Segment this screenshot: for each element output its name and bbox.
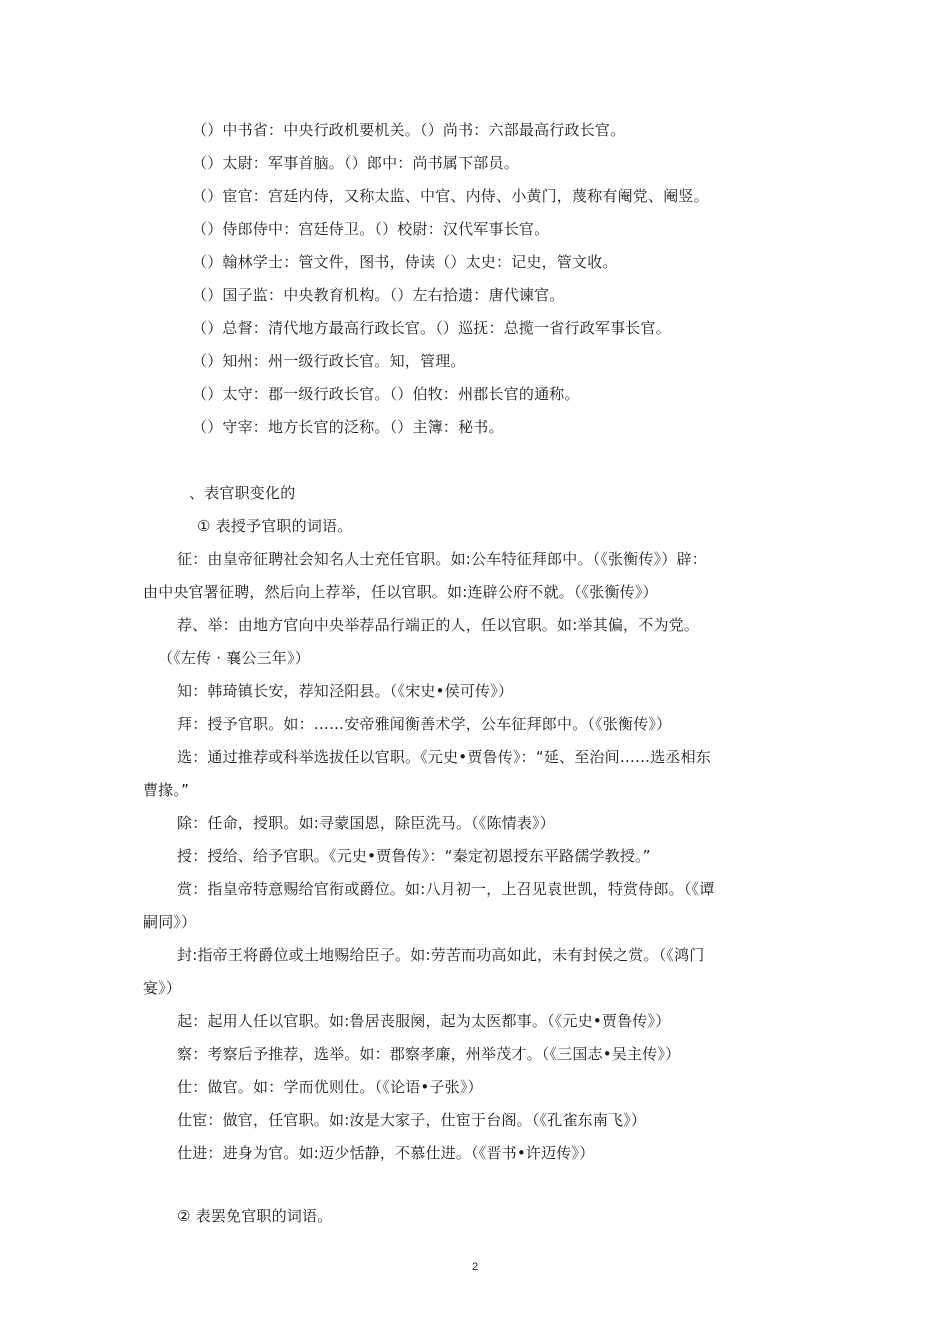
paragraph-line: 仕进：进身为官。如:迈少恬静，不慕仕进。（《晋书•许迈传》） xyxy=(177,1144,595,1162)
text-line-official-taiwei: （）太尉：军事首脑。（）郎中：尚书属下部员。 xyxy=(192,154,519,172)
paragraph-line: 宴》） xyxy=(143,979,182,997)
paragraph-line: 授：授给、给予官职。《元史•贾鲁传》：“秦定初恩授东平路儒学教授。” xyxy=(177,847,651,865)
text-line-official-shilang: （）侍郎侍中：宫廷侍卫。（）校尉：汉代军事长官。 xyxy=(192,220,550,238)
subsection-heading-dismissal: ② 表罢免官职的词语。 xyxy=(177,1207,333,1225)
paragraph-line: 征：由皇帝征聘社会知名人士充任官职。如:公车特征拜郎中。（《张衡传》）辟： xyxy=(177,550,707,568)
paragraph-line: 封:指帝王将爵位或土地赐给臣子。如:劳苦而功高如此，未有封侯之赏。（《鸿门 xyxy=(177,946,705,964)
paragraph-line: 拜：授予官职。如：……安帝雅闻衡善术学，公车征拜郎中。（《张衡传》） xyxy=(177,715,672,733)
text-line-official-zongdu: （）总督：清代地方最高行政长官。（）巡抚：总揽一省行政军事长官。 xyxy=(192,319,671,337)
paragraph-line: 知：韩琦镇长安，荐知泾阳县。（《宋史•侯可传》） xyxy=(177,682,514,700)
text-line-official-shouzai: （）守宰：地方长官的泛称。（）主簿：秘书。 xyxy=(192,418,504,436)
paragraph-line: （《左传 · 襄公三年》） xyxy=(158,649,310,667)
paragraph-line: 察：考察后予推荐，选举。如：郡察孝廉，州举茂才。（《三国志•吴主传》） xyxy=(177,1045,681,1063)
paragraph-line: 选：通过推荐或科举选拔任以官职。《元史•贾鲁传》：“延、至治间……选丞相东 xyxy=(177,748,712,766)
paragraph-line: 曹掾。” xyxy=(143,781,190,799)
paragraph-line: 仕：做官。如：学而优则仕。（《论语•子张》） xyxy=(177,1078,483,1096)
text-line-official-huanguan: （）宦官：宫廷内侍，又称太监、中官、内侍、小黄门，蔑称有阉党、阉竖。 xyxy=(192,187,709,205)
paragraph-line: 嗣同》） xyxy=(143,913,197,931)
text-line-official-zhongshusheng: （）中书省：中央行政机要机关。（）尚书：六部最高行政长官。 xyxy=(192,121,626,139)
paragraph-line: 荐、举：由地方官向中央举荐品行端正的人，任以官职。如:举其偏，不为党。 xyxy=(177,616,700,634)
text-line-official-hanlin: （）翰林学士：管文件，图书，侍读（）太史：记史，管文收。 xyxy=(192,253,618,271)
section-heading: 、表官职变化的 xyxy=(189,484,296,502)
paragraph-line: 仕宦：做官，任官职。如:汝是大家子，仕宦于台阁。（《孔雀东南飞》） xyxy=(177,1111,647,1129)
text-line-official-guozijian: （）国子监：中央教育机构。（）左右拾遗：唐代谏官。 xyxy=(192,286,565,304)
subsection-heading-appointment: ① 表授予官职的词语。 xyxy=(197,517,353,535)
text-line-official-taishou: （）太守：郡一级行政长官。（）伯牧：州郡长官的通称。 xyxy=(192,385,580,403)
paragraph-line: 由中央官署征聘，然后向上荐举，任以官职。如:连辟公府不就。（《张衡传》） xyxy=(143,583,658,601)
page-number: 2 xyxy=(471,1261,479,1273)
paragraph-line: 赏：指皇帝特意赐给官衔或爵位。如:八月初一，上召见袁世凯，特赏侍郎。（《谭 xyxy=(177,880,715,898)
paragraph-line: 起：起用人任以官职。如:鲁居丧服阕，起为太医都事。（《元史•贾鲁传》） xyxy=(177,1012,671,1030)
text-line-official-zhizhou: （）知州：州一级行政长官。知，管理。 xyxy=(192,352,466,370)
paragraph-line: 除：任命，授职。如:寻蒙国恩，除臣洗马。（《陈情表》） xyxy=(177,814,555,832)
